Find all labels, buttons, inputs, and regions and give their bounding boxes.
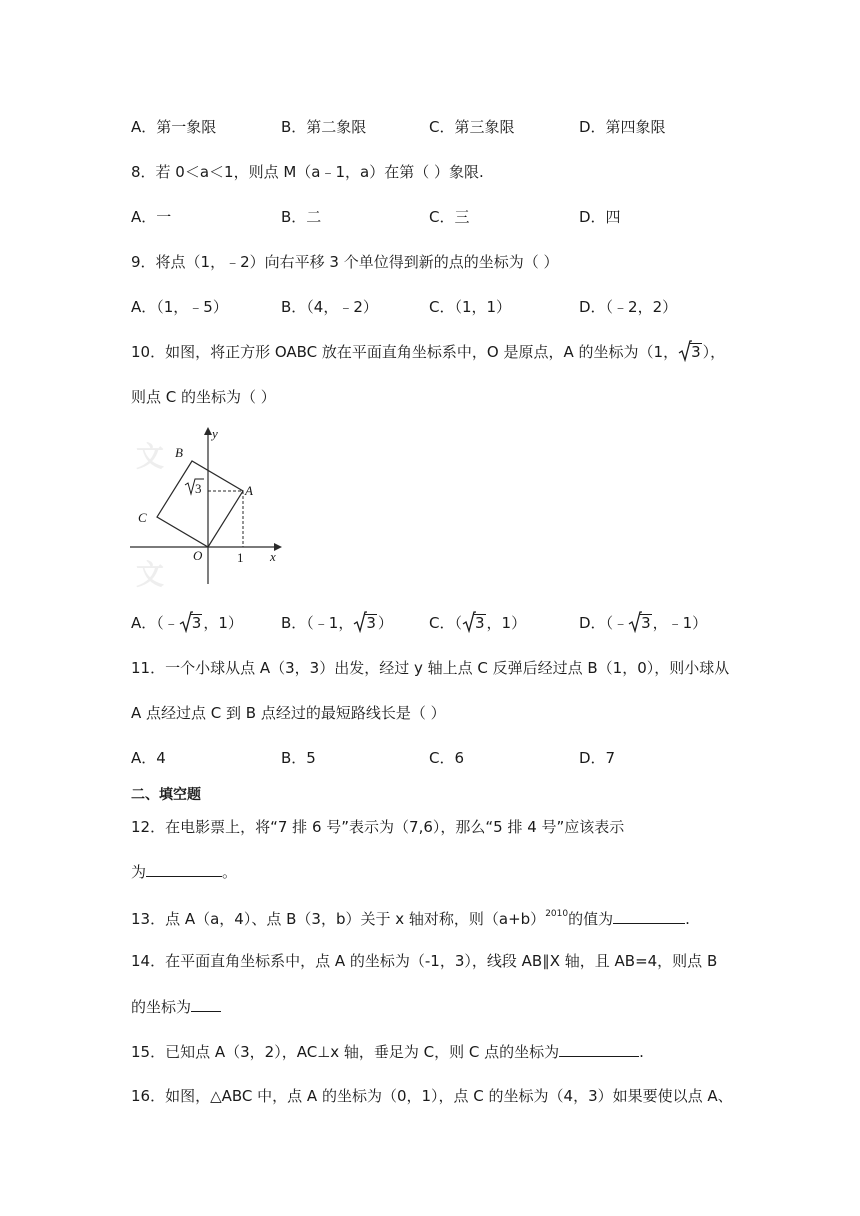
label-c: C xyxy=(138,510,147,525)
option-post: ，1） xyxy=(203,614,243,632)
watermark-bottom: 文 xyxy=(136,560,165,590)
watermark-top: 文 xyxy=(136,442,165,473)
option-pre: （﹣ xyxy=(605,614,629,632)
q11-option-d: D．7 xyxy=(579,749,616,767)
q15-pre: 15．已知点 A（3，2），AC⊥x 轴，垂足为 C，则 C 点的坐标为 xyxy=(131,1043,560,1061)
q8-options xyxy=(131,207,751,227)
q13-exponent: 2010 xyxy=(545,909,569,919)
option-post: ） xyxy=(377,614,393,632)
sqrt-symbol xyxy=(678,342,702,362)
q7-options xyxy=(131,117,751,137)
coordinate-figure xyxy=(126,424,284,590)
label-o: O xyxy=(193,548,203,563)
q15-post: . xyxy=(639,1043,644,1061)
q9-option-d: D．（﹣2，2） xyxy=(579,298,678,316)
answer-blank[interactable] xyxy=(613,908,685,924)
q10-stem xyxy=(131,342,725,362)
option-post: ，﹣1） xyxy=(652,614,708,632)
q8-option-a: A．一 xyxy=(131,208,172,226)
option-letter: B． xyxy=(281,614,307,632)
q10-option-d xyxy=(579,613,707,633)
q10-option-a xyxy=(131,613,243,633)
q7-option-c: C．第三象限 xyxy=(429,118,515,136)
q11-option-b: B．5 xyxy=(281,749,316,767)
q13-mid: 的值为 xyxy=(568,910,614,928)
option-pre: （ xyxy=(454,614,462,632)
q9-option-c: C．（1，1） xyxy=(429,298,512,316)
q9-option-b: B．（4，﹣2） xyxy=(281,298,378,316)
q10-stem-part1: 10．如图，将正方形 OABC 放在平面直角坐标系中，O 是原点，A 的坐标为（1， xyxy=(131,343,679,361)
answer-blank[interactable] xyxy=(191,996,221,1012)
sqrt-symbol xyxy=(628,613,652,633)
q10-option-b xyxy=(281,613,393,633)
label-sqrt3-radicand: 3 xyxy=(195,481,202,496)
q11-option-c: C．6 xyxy=(429,749,465,767)
q15-stem xyxy=(131,1041,644,1062)
sqrt-radicand: 3 xyxy=(475,614,485,632)
q16-stem-line1: 16．如图，△ABC 中，点 A 的坐标为（0，1），点 C 的坐标为（4，3）如果要使以点 A、 xyxy=(131,1087,733,1105)
q12-pre: 为 xyxy=(131,863,147,881)
option-pre: （﹣1， xyxy=(306,614,354,632)
q13-stem xyxy=(131,906,690,929)
q11-stem-line1: 11．一个小球从点 A（3，3）出发，经过 y 轴上点 C 反弹后经过点 B（1，0），则小球从 xyxy=(131,659,730,677)
option-letter: C． xyxy=(429,614,455,632)
sqrt-symbol xyxy=(462,613,486,633)
sqrt-radicand: 3 xyxy=(691,343,701,361)
q10-stem-line2: 则点 C 的坐标为（ ） xyxy=(131,388,276,406)
q11-option-a: A．4 xyxy=(131,749,166,767)
q14-stem-line1: 14．在平面直角坐标系中，点 A 的坐标为（-1，3），线段 AB∥X 轴，且 AB=4，则点 B xyxy=(131,952,718,970)
label-a: A xyxy=(245,483,253,498)
label-x: x xyxy=(270,549,276,564)
q10-option-c xyxy=(429,613,526,633)
q8-option-d: D．四 xyxy=(579,208,621,226)
option-pre: （﹣ xyxy=(156,614,179,632)
option-letter: A． xyxy=(131,614,157,632)
q10-stem-part2: ）， xyxy=(702,343,726,361)
sqrt-symbol xyxy=(179,613,203,633)
sqrt-radicand: 3 xyxy=(191,614,202,632)
q9-option-a: A．（1，﹣5） xyxy=(131,298,228,316)
label-b: B xyxy=(175,445,183,460)
q14-pre: 的坐标为 xyxy=(131,998,192,1016)
q14-stem-line2 xyxy=(131,996,221,1017)
q9-options xyxy=(131,297,751,317)
q7-option-b: B．第二象限 xyxy=(281,118,367,136)
label-y: y xyxy=(212,426,218,441)
q7-option-d: D．第四象限 xyxy=(579,118,666,136)
option-letter: D． xyxy=(579,614,606,632)
answer-blank[interactable] xyxy=(146,861,222,877)
sqrt-radicand: 3 xyxy=(641,614,651,632)
q10-options xyxy=(131,613,751,633)
q12-stem-line1: 12．在电影票上，将“7 排 6 号”表示为（7,6），那么“5 排 4 号”应该表示 xyxy=(131,818,625,836)
q9-stem: 9．将点（1，﹣2）向右平移 3 个单位得到新的点的坐标为（ ） xyxy=(131,253,559,271)
square-oabc xyxy=(157,461,243,547)
q13-post: . xyxy=(685,910,690,928)
answer-blank[interactable] xyxy=(559,1041,639,1057)
q8-stem: 8．若 0＜a＜1，则点 M（a﹣1，a）在第（ ）象限. xyxy=(131,163,484,181)
q11-options xyxy=(131,748,751,768)
q11-stem-line2: A 点经过点 C 到 B 点经过的最短路线长是（ ） xyxy=(131,704,446,722)
label-one: 1 xyxy=(237,550,244,565)
section-title: 二、填空题 xyxy=(131,787,201,803)
y-axis-arrow-icon xyxy=(204,427,212,435)
sqrt-radicand: 3 xyxy=(366,614,376,632)
sqrt-symbol xyxy=(353,613,377,633)
q7-option-a: A．第一象限 xyxy=(131,118,217,136)
q12-stem-line2 xyxy=(131,861,237,882)
q12-post: 。 xyxy=(222,863,238,881)
q8-option-c: C．三 xyxy=(429,208,470,226)
option-post: ，1） xyxy=(486,614,527,632)
q8-option-b: B．二 xyxy=(281,208,322,226)
q13-pre: 13．点 A（a，4）、点 B（3，b）关于 x 轴对称，则（a+b） xyxy=(131,910,546,928)
